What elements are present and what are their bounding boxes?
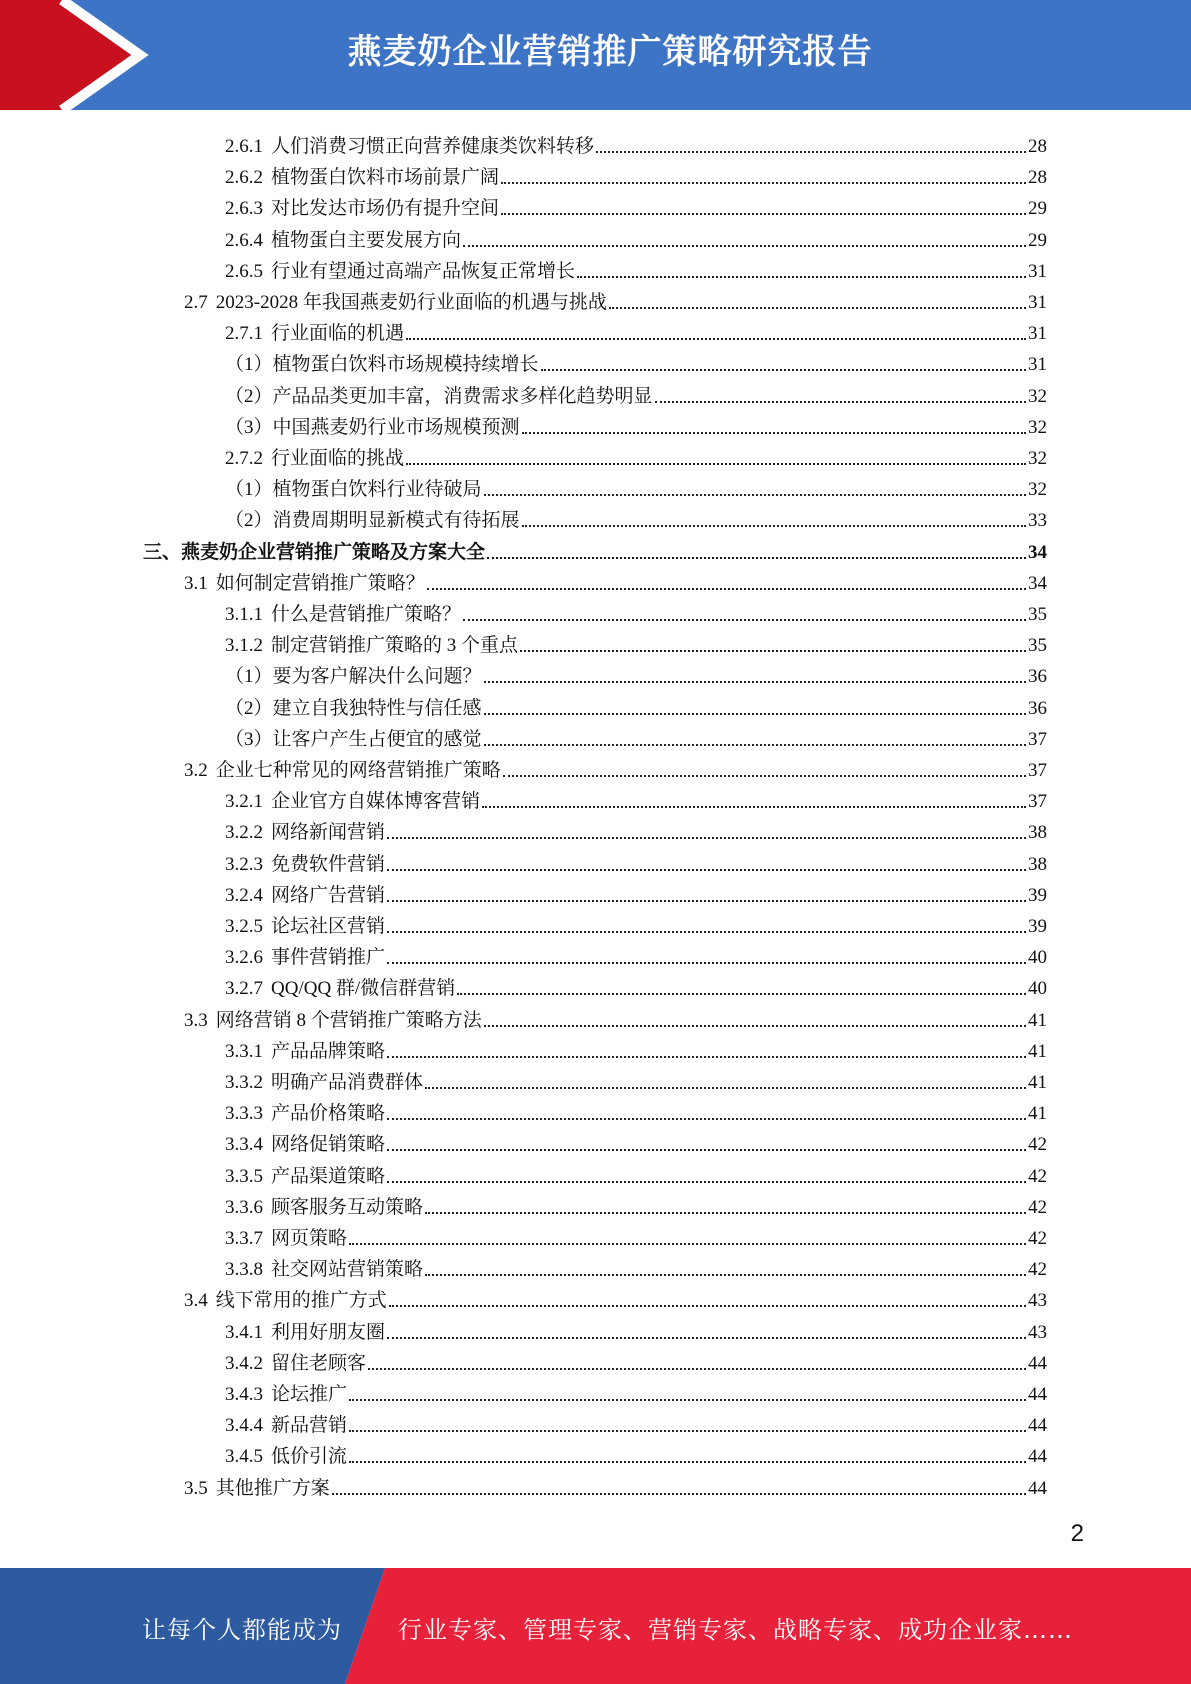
toc-entry[interactable] bbox=[184, 565, 1047, 596]
toc-entry-title: 社交网站营销策略 bbox=[271, 1259, 424, 1281]
page-number: 2 bbox=[1070, 1520, 1084, 1547]
toc-entry-title: 产品品类更加丰富，消费需求多样化趋势明显 bbox=[272, 385, 653, 407]
toc-entry-number: 2.6.3 bbox=[225, 198, 263, 220]
toc-dot-leader bbox=[541, 369, 1026, 371]
toc-entry-number: 3.2.4 bbox=[225, 884, 263, 906]
toc-dot-leader bbox=[349, 1243, 1026, 1245]
toc-dot-leader bbox=[427, 588, 1026, 590]
toc-entry-number: 3.3.7 bbox=[225, 1228, 263, 1249]
toc-entry-number: （1） bbox=[225, 479, 273, 501]
toc-entry[interactable] bbox=[225, 814, 1047, 845]
toc-entry-title: 企业七种常见的网络营销推广策略 bbox=[215, 760, 501, 781]
toc-entry-page: 34 bbox=[1028, 541, 1047, 563]
toc-entry-title: 行业有望通过高端产品恢复正常增长 bbox=[271, 260, 576, 282]
toc-dot-leader bbox=[457, 993, 1026, 995]
toc-entry-title: 燕麦奶企业营销推广策略及方案大全 bbox=[181, 541, 486, 563]
toc-entry-number: 3.3.2 bbox=[225, 1072, 263, 1093]
toc-entry-title: 让客户产生占便宜的感觉 bbox=[272, 728, 482, 750]
toc-entry-title: QQ/QQ 群/微信群营销 bbox=[271, 978, 456, 1000]
toc-entry-page: 39 bbox=[1028, 916, 1047, 937]
toc-entry-page: 41 bbox=[1028, 1103, 1047, 1125]
toc-entry-page: 35 bbox=[1028, 635, 1047, 657]
toc-entry-page: 42 bbox=[1028, 1259, 1047, 1281]
toc-dot-leader bbox=[596, 151, 1026, 153]
toc-entry-page: 34 bbox=[1028, 572, 1047, 594]
toc-entry[interactable] bbox=[225, 222, 1047, 253]
toc-entry-title: 网络广告营销 bbox=[271, 884, 386, 906]
toc-entry-page: 42 bbox=[1028, 1134, 1047, 1156]
toc-entry-page: 39 bbox=[1028, 884, 1047, 906]
toc-entry-page: 36 bbox=[1028, 666, 1047, 688]
toc-entry-title: 制定营销推广策略的 3 个重点 bbox=[271, 635, 519, 657]
footer-slogan-right: 行业专家、管理专家、营销专家、战略专家、成功企业家…… bbox=[398, 1616, 1073, 1644]
toc-entry-number: 3.2.5 bbox=[225, 916, 263, 937]
toc-entry-number: （1） bbox=[225, 354, 273, 376]
toc-entry-title: 网络促销策略 bbox=[271, 1134, 386, 1156]
toc-entry-title: 论坛社区营销 bbox=[271, 916, 386, 937]
toc-entry-page: 32 bbox=[1028, 416, 1047, 438]
toc-entry-title: 植物蛋白饮料市场规模持续增长 bbox=[272, 354, 539, 376]
toc-entry-number: （2） bbox=[225, 385, 273, 407]
toc-entry[interactable] bbox=[225, 690, 1047, 721]
toc-entry-page: 32 bbox=[1028, 385, 1047, 407]
toc-entry-number: 2.7.2 bbox=[225, 448, 263, 469]
toc-entry[interactable] bbox=[225, 658, 1047, 689]
report-title: 燕麦奶企业营销推广策略研究报告 bbox=[347, 32, 873, 72]
toc-entry-number: 3.4 bbox=[184, 1290, 208, 1312]
toc-entry-number: 3.3 bbox=[184, 1009, 208, 1031]
toc-dot-leader bbox=[482, 806, 1026, 808]
page-header bbox=[0, 0, 1191, 110]
toc-entry[interactable] bbox=[225, 1126, 1047, 1157]
toc-dot-leader bbox=[387, 962, 1026, 964]
toc-dot-leader bbox=[520, 650, 1026, 652]
toc-entry[interactable] bbox=[225, 346, 1047, 377]
toc-entry-number: 3.4.5 bbox=[225, 1446, 263, 1468]
toc-entry-number: 3.4.3 bbox=[225, 1384, 263, 1405]
toc-dot-leader bbox=[387, 900, 1026, 902]
toc-dot-leader bbox=[484, 494, 1026, 496]
toc-entry[interactable] bbox=[225, 1251, 1047, 1282]
toc-entry-page: 37 bbox=[1028, 728, 1047, 750]
toc-entry-number: 2.7.1 bbox=[225, 323, 263, 345]
toc-entry[interactable] bbox=[225, 315, 1047, 346]
toc-entry[interactable] bbox=[225, 939, 1047, 970]
toc-dot-leader bbox=[503, 775, 1026, 777]
toc-entry[interactable] bbox=[184, 1470, 1047, 1501]
toc-entry-page: 44 bbox=[1028, 1415, 1047, 1437]
toc-entry[interactable] bbox=[225, 783, 1047, 814]
toc-entry-title: 中国燕麦奶行业市场规模预测 bbox=[272, 416, 520, 438]
toc-entry-number: 2.6.5 bbox=[225, 260, 263, 282]
toc-entry-number: 2.6.1 bbox=[225, 136, 263, 157]
toc-entry-number: 3.2.2 bbox=[225, 822, 263, 844]
toc-dot-leader bbox=[387, 1118, 1026, 1120]
toc-entry-number: 3.2.3 bbox=[225, 853, 263, 875]
toc-entry-number: 三、 bbox=[143, 541, 182, 563]
toc-entry-page: 38 bbox=[1028, 822, 1047, 844]
toc-entry-page: 31 bbox=[1028, 292, 1047, 313]
toc-entry-page: 29 bbox=[1028, 198, 1047, 220]
toc-dot-leader bbox=[522, 432, 1026, 434]
toc-entry[interactable] bbox=[225, 1314, 1047, 1345]
toc-entry-number: 2.6.2 bbox=[225, 167, 263, 189]
toc-dot-leader bbox=[349, 1399, 1026, 1401]
toc-entry[interactable] bbox=[225, 502, 1047, 533]
toc-entry-title: 什么是营销推广策略？ bbox=[271, 604, 462, 625]
toc-entry[interactable] bbox=[225, 1189, 1047, 1220]
toc-entry-number: 3.1.2 bbox=[225, 635, 263, 657]
toc-entry-title: 留住老顾客 bbox=[271, 1352, 367, 1374]
toc-entry-page: 37 bbox=[1028, 791, 1047, 813]
toc-dot-leader bbox=[387, 1181, 1026, 1183]
toc-entry-title: 产品渠道策略 bbox=[271, 1165, 386, 1187]
toc-entry-page: 42 bbox=[1028, 1228, 1047, 1249]
toc-entry-title: 2023-2028 年我国燕麦奶行业面临的机遇与挑战 bbox=[215, 292, 607, 313]
toc-entry[interactable] bbox=[184, 1282, 1047, 1313]
toc-entry-number: 2.6.4 bbox=[225, 229, 263, 251]
toc-entry[interactable] bbox=[225, 846, 1047, 877]
footer-slogan-left: 让每个人都能成为 bbox=[142, 1616, 342, 1644]
toc-dot-leader bbox=[484, 744, 1026, 746]
toc-entry-number: 3.1.1 bbox=[225, 604, 263, 625]
toc-entry-number: 3.2.7 bbox=[225, 978, 263, 1000]
toc-entry-title: 免费软件营销 bbox=[271, 853, 386, 875]
toc-entry-title: 产品品牌策略 bbox=[271, 1040, 386, 1062]
toc-entry-page: 43 bbox=[1028, 1321, 1047, 1343]
toc-dot-leader bbox=[349, 1461, 1026, 1463]
toc-dot-leader bbox=[501, 213, 1026, 215]
toc-dot-leader bbox=[522, 525, 1026, 527]
toc-entry[interactable] bbox=[225, 970, 1047, 1001]
toc-entry[interactable] bbox=[225, 877, 1047, 908]
toc-entry-title: 如何制定营销推广策略？ bbox=[215, 572, 425, 594]
toc-dot-leader bbox=[387, 837, 1026, 839]
toc-entry[interactable] bbox=[225, 1033, 1047, 1064]
toc-entry-title: 明确产品消费群体 bbox=[271, 1072, 424, 1093]
toc-entry-number: （2） bbox=[225, 510, 273, 532]
toc-dot-leader bbox=[425, 1212, 1026, 1214]
toc-entry[interactable] bbox=[225, 378, 1047, 409]
toc-entry-page: 38 bbox=[1028, 853, 1047, 875]
toc-dot-leader bbox=[349, 1430, 1026, 1432]
toc-entry-page: 42 bbox=[1028, 1165, 1047, 1187]
toc-entry-title: 线下常用的推广方式 bbox=[215, 1290, 387, 1312]
toc-entry[interactable] bbox=[225, 908, 1047, 939]
toc-entry-page: 44 bbox=[1028, 1477, 1047, 1499]
toc-entry[interactable] bbox=[184, 284, 1047, 315]
toc-entry-page: 28 bbox=[1028, 136, 1047, 157]
toc-dot-leader bbox=[387, 869, 1026, 871]
toc-entry[interactable] bbox=[225, 627, 1047, 658]
toc-entry-number: 2.7 bbox=[184, 292, 208, 313]
toc-dot-leader bbox=[609, 307, 1026, 309]
toc-entry-title: 对比发达市场仍有提升空间 bbox=[271, 198, 500, 220]
toc-dot-leader bbox=[577, 276, 1026, 278]
toc-entry-page: 33 bbox=[1028, 510, 1047, 532]
toc-entry-title: 网页策略 bbox=[271, 1228, 348, 1249]
toc-entry-title: 行业面临的挑战 bbox=[271, 448, 405, 469]
toc-entry-title: 建立自我独特性与信任感 bbox=[272, 697, 482, 719]
toc-entry-number: 3.2.6 bbox=[225, 947, 263, 969]
toc-entry-title: 植物蛋白主要发展方向 bbox=[271, 229, 462, 251]
toc-entry-number: （2） bbox=[225, 697, 273, 719]
toc-entry-title: 消费周期明显新模式有待拓展 bbox=[272, 510, 520, 532]
toc-entry-page: 36 bbox=[1028, 697, 1047, 719]
toc-entry[interactable] bbox=[225, 1345, 1047, 1376]
toc-entry-number: 3.3.4 bbox=[225, 1134, 263, 1156]
toc-entry-number: 3.4.1 bbox=[225, 1321, 263, 1343]
toc-entry-number: 3.5 bbox=[184, 1477, 208, 1499]
toc-entry[interactable] bbox=[225, 190, 1047, 221]
toc-entry-page: 29 bbox=[1028, 229, 1047, 251]
toc-dot-leader bbox=[655, 401, 1026, 403]
toc-dot-leader bbox=[425, 1087, 1026, 1089]
toc-entry-title: 新品营销 bbox=[271, 1415, 348, 1437]
toc-entry-page: 35 bbox=[1028, 604, 1047, 625]
toc-dot-leader bbox=[425, 1274, 1026, 1276]
toc-entry-title: 企业官方自媒体博客营销 bbox=[271, 791, 481, 813]
toc-entry-number: （1） bbox=[225, 666, 273, 688]
toc-entry[interactable] bbox=[225, 128, 1047, 159]
toc-entry-title: 植物蛋白饮料行业待破局 bbox=[272, 479, 482, 501]
toc-dot-leader bbox=[387, 1337, 1026, 1339]
toc-dot-leader bbox=[484, 681, 1026, 683]
toc-entry-title: 行业面临的机遇 bbox=[271, 323, 405, 345]
toc-dot-leader bbox=[387, 1149, 1026, 1151]
toc-entry-page: 44 bbox=[1028, 1352, 1047, 1374]
toc-dot-leader bbox=[501, 182, 1026, 184]
header-red-arrow-decoration bbox=[0, 0, 150, 110]
toc-entry[interactable] bbox=[225, 159, 1047, 190]
toc-dot-leader bbox=[389, 1305, 1026, 1307]
toc-entry-page: 41 bbox=[1028, 1040, 1047, 1062]
toc-entry-number: 3.2.1 bbox=[225, 791, 263, 813]
toc-dot-leader bbox=[463, 619, 1026, 621]
toc-entry[interactable] bbox=[225, 1376, 1047, 1407]
toc-dot-leader bbox=[387, 1056, 1026, 1058]
toc-entry-page: 32 bbox=[1028, 448, 1047, 469]
toc-entry-title: 论坛推广 bbox=[271, 1384, 348, 1405]
toc-dot-leader bbox=[487, 557, 1026, 559]
toc-dot-leader bbox=[463, 245, 1026, 247]
toc-dot-leader bbox=[387, 931, 1026, 933]
toc-entry-number: 3.3.3 bbox=[225, 1103, 263, 1125]
toc-entry-number: 3.4.4 bbox=[225, 1415, 263, 1437]
toc-entry-page: 40 bbox=[1028, 978, 1047, 1000]
toc-entry[interactable] bbox=[225, 1220, 1047, 1251]
toc-entry-page: 31 bbox=[1028, 260, 1047, 282]
toc-entry[interactable] bbox=[225, 1438, 1047, 1469]
toc-entry-title: 利用好朋友圈 bbox=[271, 1321, 386, 1343]
toc-entry-title: 植物蛋白饮料市场前景广阔 bbox=[271, 167, 500, 189]
toc-entry[interactable] bbox=[225, 1095, 1047, 1126]
toc-entry[interactable] bbox=[225, 409, 1047, 440]
toc-entry[interactable] bbox=[225, 1158, 1047, 1189]
toc-entry[interactable] bbox=[225, 440, 1047, 471]
toc-entry-number: 3.1 bbox=[184, 572, 208, 594]
toc-entry-number: （3） bbox=[225, 416, 273, 438]
toc-entry-page: 28 bbox=[1028, 167, 1047, 189]
toc-entry[interactable] bbox=[225, 253, 1047, 284]
toc-dot-leader bbox=[406, 338, 1026, 340]
toc-dot-leader bbox=[484, 1025, 1026, 1027]
toc-entry-number: 3.3.8 bbox=[225, 1259, 263, 1281]
toc-entry-page: 41 bbox=[1028, 1072, 1047, 1093]
toc-entry-title: 网络新闻营销 bbox=[271, 822, 386, 844]
page-footer bbox=[0, 1568, 1191, 1684]
toc-entry[interactable] bbox=[225, 721, 1047, 752]
toc-entry-page: 31 bbox=[1028, 323, 1047, 345]
toc-entry-title: 顾客服务互动策略 bbox=[271, 1196, 424, 1218]
toc-entry[interactable] bbox=[225, 596, 1047, 627]
toc-dot-leader bbox=[406, 463, 1026, 465]
toc-entry-page: 43 bbox=[1028, 1290, 1047, 1312]
toc-entry-number: 3.4.2 bbox=[225, 1352, 263, 1374]
toc-entry-title: 人们消费习惯正向营养健康类饮料转移 bbox=[271, 136, 595, 157]
toc-entry-title: 网络营销 8 个营销推广策略方法 bbox=[215, 1009, 482, 1031]
toc-entry-title: 其他推广方案 bbox=[215, 1477, 330, 1499]
toc-entry-title: 产品价格策略 bbox=[271, 1103, 386, 1125]
toc-entry[interactable] bbox=[184, 752, 1047, 783]
toc-entry[interactable] bbox=[184, 1002, 1047, 1033]
toc-entry-title: 要为客户解决什么问题？ bbox=[272, 666, 482, 688]
toc-entry-number: 3.3.5 bbox=[225, 1165, 263, 1187]
toc-entry[interactable] bbox=[225, 1064, 1047, 1095]
toc-entry-number: 3.3.6 bbox=[225, 1196, 263, 1218]
toc-entry-page: 42 bbox=[1028, 1196, 1047, 1218]
toc-entry-number: （3） bbox=[225, 728, 273, 750]
toc-dot-leader bbox=[368, 1368, 1026, 1370]
toc-entry-title: 低价引流 bbox=[271, 1446, 348, 1468]
toc-entry-number: 3.2 bbox=[184, 760, 208, 781]
toc-dot-leader bbox=[332, 1493, 1026, 1495]
toc-dot-leader bbox=[484, 713, 1026, 715]
toc-entry[interactable] bbox=[225, 1407, 1047, 1438]
toc-entry-page: 44 bbox=[1028, 1384, 1047, 1405]
toc-entry[interactable] bbox=[143, 534, 1047, 565]
toc-entry-page: 44 bbox=[1028, 1446, 1047, 1468]
toc-entry-title: 事件营销推广 bbox=[271, 947, 386, 969]
toc-entry-page: 31 bbox=[1028, 354, 1047, 376]
toc-entry-page: 40 bbox=[1028, 947, 1047, 969]
toc-entry-number: 3.3.1 bbox=[225, 1040, 263, 1062]
toc-entry-page: 32 bbox=[1028, 479, 1047, 501]
toc-entry[interactable] bbox=[225, 471, 1047, 502]
toc-entry-page: 37 bbox=[1028, 760, 1047, 781]
toc-entry-page: 41 bbox=[1028, 1009, 1047, 1031]
